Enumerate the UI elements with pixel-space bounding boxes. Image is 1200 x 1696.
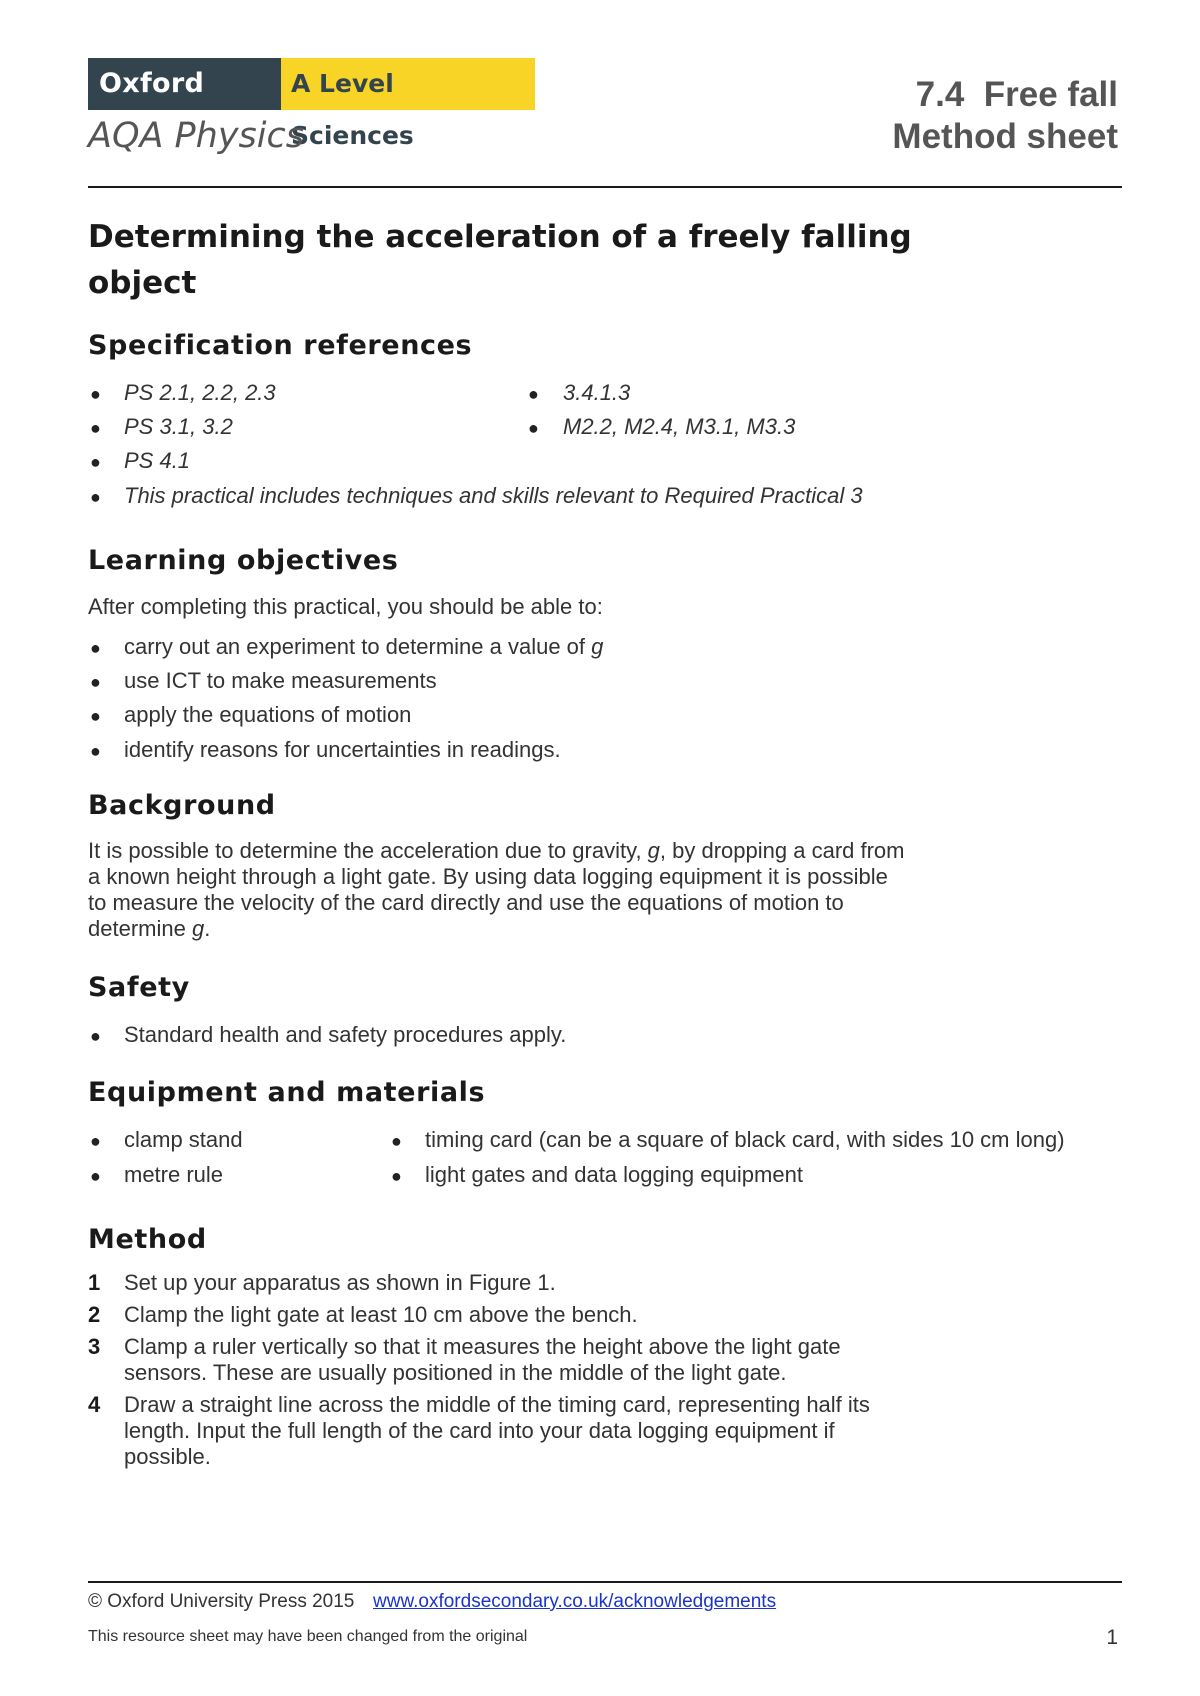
background-heading: Background — [88, 790, 276, 821]
spec-item: This practical includes techniques and skills relevant to Required Practical 3 — [124, 483, 863, 508]
spec-item: PS 2.1, 2.2, 2.3 — [124, 380, 276, 405]
equipment-heading: Equipment and materials — [88, 1077, 486, 1108]
bullet-icon: ● — [90, 1026, 101, 1046]
objective-item — [124, 634, 603, 660]
page-number: 1 — [1106, 1626, 1118, 1649]
spec-item: 3.4.1.3 — [563, 380, 631, 405]
bullet-icon: ● — [90, 1131, 101, 1151]
brand-a-level-sciences: A Level Sciences — [281, 58, 535, 110]
objective-item: apply the equations of motion — [124, 702, 412, 727]
background-text: . — [204, 916, 211, 941]
brand-oxford: Oxford — [88, 58, 281, 110]
step-text: Set up your apparatus as shown in Figure 1. — [124, 1270, 556, 1295]
background-line — [88, 838, 968, 864]
step-text: Clamp a ruler vertically so that it measures the height above the light gate sensors. These are usually positioned in the middle of the light gate. — [124, 1334, 841, 1385]
copyright: © Oxford University Press 2015 — [88, 1591, 355, 1612]
equipment-item: timing card (can be a square of black card, with sides 10 cm long) — [425, 1127, 1065, 1152]
bullet-icon: ● — [90, 452, 101, 472]
footer-divider — [88, 1581, 1122, 1583]
safety-item: Standard health and safety procedures apply. — [124, 1022, 567, 1047]
step-number: 1 — [88, 1270, 101, 1295]
background-line: to measure the velocity of the card directly and use the equations of motion to — [88, 890, 844, 915]
step-number: 3 — [88, 1334, 101, 1359]
objective-text: carry out an experiment to determine a value of — [124, 634, 592, 659]
step-text: Clamp the light gate at least 10 cm above the bench. — [124, 1302, 638, 1327]
equipment-item: light gates and data logging equipment — [425, 1162, 803, 1187]
page-title: Determining the acceleration of a freely falling object — [88, 219, 912, 301]
method-heading: Method — [88, 1224, 207, 1255]
background-variable: g — [647, 838, 660, 863]
bullet-icon: ● — [90, 384, 101, 404]
sheet-number: 7.4 Free fall — [915, 75, 1118, 114]
sheet-identifier — [892, 74, 1118, 158]
bullet-icon: ● — [391, 1131, 402, 1151]
spec-item: PS 3.1, 3.2 — [124, 414, 233, 439]
spec-item: PS 4.1 — [124, 448, 191, 473]
background-text: determine — [88, 916, 192, 941]
background-variable: g — [191, 916, 205, 941]
bullet-icon: ● — [90, 741, 101, 761]
bullet-icon: ● — [528, 418, 539, 438]
background-paragraph — [88, 838, 968, 942]
background-text: It is possible to determine the acceleration due to gravity, — [88, 838, 648, 863]
subject-title: AQA Physics — [88, 116, 304, 156]
spec-heading: Specification references — [88, 330, 473, 361]
bullet-icon: ● — [90, 672, 101, 692]
acknowledgements-link[interactable]: www.oxfordsecondary.co.uk/acknowledgements — [373, 1591, 777, 1612]
objective-item: identify reasons for uncertainties in readings. — [124, 737, 561, 762]
spec-item: M2.2, M2.4, M3.1, M3.3 — [563, 414, 796, 439]
background-line — [88, 916, 968, 942]
objectives-intro: After completing this practical, you should be able to: — [88, 594, 603, 619]
equipment-item: metre rule — [124, 1162, 224, 1187]
step-text: Draw a straight line across the middle of the timing card, representing half its length. Input the full length of the card into your data logging equipment if possible. — [124, 1392, 870, 1469]
objective-variable: g — [591, 634, 604, 659]
bullet-icon: ● — [90, 1166, 101, 1186]
bullet-icon: ● — [90, 638, 101, 658]
background-text: , by dropping a card from — [659, 838, 905, 863]
objectives-heading: Learning objectives — [88, 545, 399, 576]
objective-item: use ICT to make measurements — [124, 668, 437, 693]
safety-heading: Safety — [88, 972, 190, 1003]
step-number: 4 — [88, 1392, 101, 1417]
header-divider — [88, 186, 1122, 188]
bullet-icon: ● — [90, 418, 101, 438]
equipment-item: clamp stand — [124, 1127, 243, 1152]
bullet-icon: ● — [528, 384, 539, 404]
step-number: 2 — [88, 1302, 101, 1327]
bullet-icon: ● — [90, 487, 101, 507]
bullet-icon: ● — [90, 706, 101, 726]
footer-note: This resource sheet may have been changed from the original — [88, 1628, 528, 1645]
bullet-icon: ● — [391, 1166, 402, 1186]
background-line: a known height through a light gate. By using data logging equipment it is possible — [88, 864, 888, 889]
sheet-type: Method sheet — [892, 117, 1118, 156]
